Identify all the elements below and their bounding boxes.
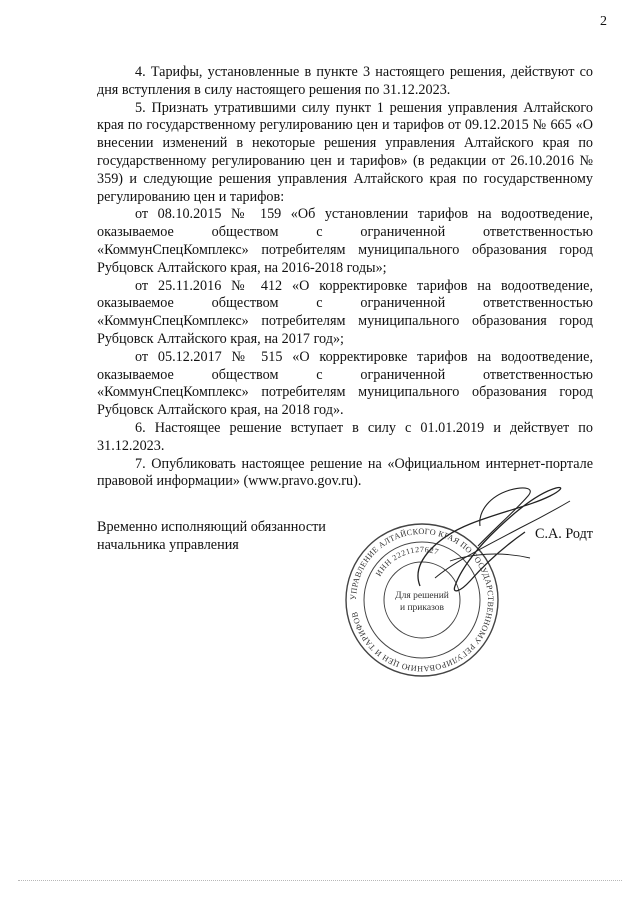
- paragraph-tariffs-validity: 4. Тарифы, установленные в пункте 3 настоящего решения, действуют со дня вступления в силу настоящего решения по 31.12.2023.: [97, 64, 593, 98]
- stamp-inn-text: ИНН 2221127627: [373, 544, 441, 578]
- paragraph-repeal: 5. Признать утратившими силу пункт 1 решения управления Алтайского края по государственному регулированию цен и тарифов от 09.12.2015 № 665 «О внесении изменений в некоторые решения управления Алтайского края по государственному регулированию цен и тарифов» (в редакции от 26.10.2016 № 359) и следующие решения управления Алтайского края по государственному регулированию цен и тарифов:: [97, 99, 593, 205]
- footer-divider: [18, 880, 622, 881]
- stamp-outer-text: УПРАВЛЕНИЕ АЛТАЙСКОГО КРАЯ ПО ГОСУДАРСТВЕННОМУ РЕГУЛИРОВАНИЮ ЦЕН И ТАРИФОВ: [348, 526, 496, 674]
- signatory-position: [97, 518, 326, 554]
- signatory-position-line2: начальника управления: [97, 537, 239, 553]
- stamp-center-line2: и приказов: [400, 603, 444, 613]
- stamp-center-line1: Для решений: [395, 591, 449, 601]
- page-number: 2: [600, 14, 607, 29]
- paragraph-effective-date: 6. Настоящее решение вступает в силу с 01.01.2019 и действует по 31.12.2023.: [97, 419, 593, 454]
- paragraph-decision-412: от 25.11.2016 № 412 «О корректировке тарифов на водоотведение, оказываемое обществом с ограниченной ответственностью «КоммунСпецКомплекс» потребителям муниципального образования город Рубцовск Алтайского края, на 2017 год»;: [97, 277, 593, 347]
- handwritten-signature: [360, 466, 580, 616]
- signatory-name: С.А. Родт: [535, 526, 593, 542]
- paragraph-publication: 7. Опубликовать настоящее решение на «Официальном интернет-портале правовой информации» (www.pravo.gov.ru).: [97, 455, 593, 490]
- paragraph-decision-159: от 08.10.2015 № 159 «Об установлении тарифов на водоотведение, оказываемое обществом с ограниченной ответственностью «КоммунСпецКомплекс» потребителям муниципального образования город Рубцовск Алтайского края, на 2016-2018 годы»;: [97, 206, 593, 276]
- signatory-position-line1: Временно исполняющий обязанности: [97, 519, 326, 535]
- paragraph-decision-515: от 05.12.2017 № 515 «О корректировке тарифов на водоотведение, оказываемое обществом с ограниченной ответственностью «КоммунСпецКомплекс» потребителям муниципального образования город Рубцовск Алтайского края, на 2018 год».: [97, 348, 593, 419]
- document-body: [97, 64, 593, 491]
